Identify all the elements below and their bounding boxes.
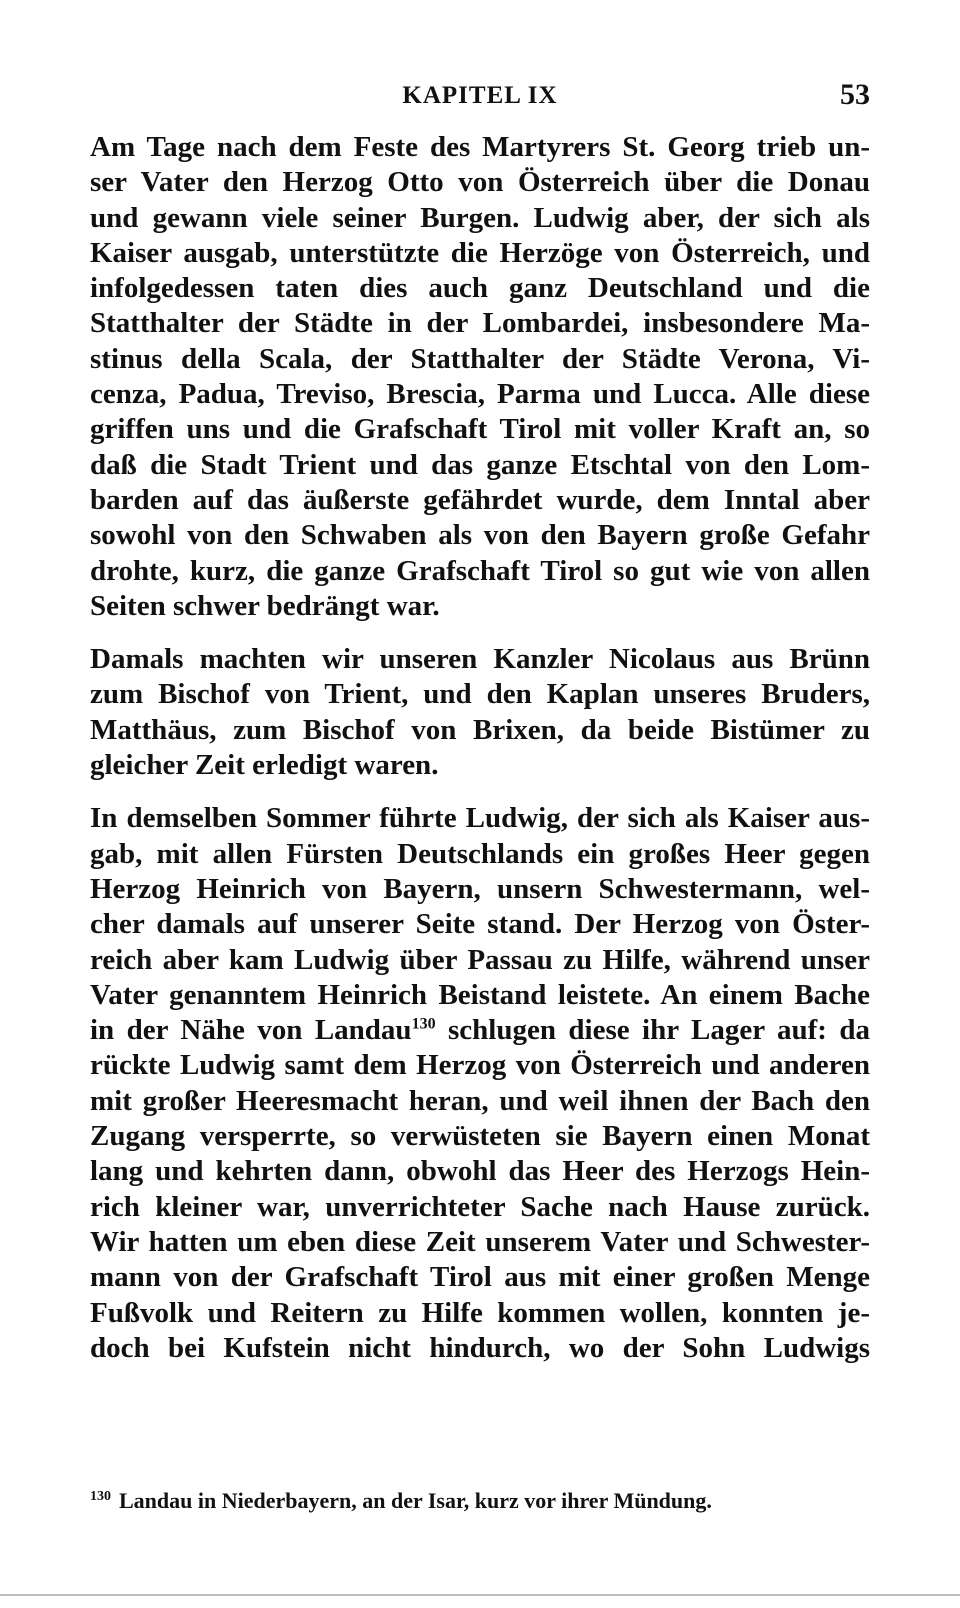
text-line: mit großer Heeresmacht heran, und weil ihnen der Bach den (90, 1084, 870, 1117)
text-line: In demselben Sommer führte Ludwig, der sich als Kaiser aus- (90, 802, 870, 835)
text-line: doch bei Kufstein nicht hindurch, wo der Sohn Ludwigs (90, 1331, 870, 1364)
text-segment: schlugen diese ihr Lager auf: da (435, 1014, 870, 1047)
text-line: Kaiser ausgab, unterstützte die Herzöge von Österreich, und (90, 236, 870, 269)
text-line: Matthäus, zum Bischof von Brixen, da beide Bistümer zu (90, 713, 870, 746)
paragraph (90, 642, 870, 783)
text-line: Am Tage nach dem Feste des Martyrers St. Georg trieb un- (90, 131, 870, 163)
footnote-reference: 130 (411, 1015, 436, 1033)
text-line: rich kleiner war, unverrichteter Sache nach Hause zurück. (90, 1190, 870, 1223)
text-line: gab, mit allen Fürsten Deutschlands ein großes Heer gegen (90, 837, 870, 870)
text-line: Herzog Heinrich von Bayern, unsern Schwestermann, wel- (90, 872, 870, 905)
text-line: rückte Ludwig samt dem Herzog von Österreich und anderen (90, 1049, 870, 1082)
text-line: sowohl von den Schwaben als von den Bayern große Gefahr (90, 519, 870, 552)
text-line: Fußvolk und Reitern zu Hilfe kommen wollen, konnten je- (90, 1296, 870, 1329)
paragraph (90, 130, 870, 624)
text-line: cher damals auf unserer Seite stand. Der Herzog von Öster- (90, 908, 870, 941)
text-line: und gewann viele seiner Burgen. Ludwig aber, der sich als (90, 201, 870, 234)
text-line: zum Bischof von Trient, und den Kaplan unseres Bruders, (90, 678, 870, 711)
page-number: 53 (840, 78, 870, 111)
footnote-mark: 130 (90, 1488, 111, 1504)
text-line: Wir hatten um eben diese Zeit unserem Vater und Schwester- (90, 1225, 870, 1258)
page-header (90, 76, 870, 116)
text-line: Seiten schwer bedrängt war. (90, 589, 440, 622)
text-line: Statthalter der Städte in der Lombardei, insbesondere Ma- (90, 307, 870, 340)
text-line: Damals machten wir unseren Kanzler Nicolaus aus Brünn (90, 643, 870, 676)
footnote (90, 1488, 870, 1514)
text-line: daß die Stadt Trient und das ganze Etschtal von den Lom- (90, 448, 870, 481)
text-line: lang und kehrten dann, obwohl das Heer des Herzogs Hein- (90, 1155, 870, 1188)
text-line: barden auf das äußerste gefährdet wurde, dem Inntal aber (90, 483, 870, 516)
text-line: mann von der Grafschaft Tirol aus mit einer großen Menge (90, 1261, 870, 1294)
text-line: cenza, Padua, Treviso, Brescia, Parma und Lucca. Alle diese (90, 378, 870, 411)
text-line: griffen uns und die Grafschaft Tirol mit voller Kraft an, so (90, 413, 870, 446)
text-segment: in der Nähe von Landau (90, 1014, 412, 1047)
running-head: KAPITEL IX (402, 82, 558, 109)
text-line: gleicher Zeit erledigt waren. (90, 749, 439, 782)
text-line: stinus della Scala, der Statthalter der Städte Verona, Vi- (90, 342, 870, 375)
text-line: reich aber kam Ludwig über Passau zu Hilfe, während unser (90, 943, 870, 976)
body-text (90, 130, 870, 1384)
footnote-text: Landau in Niederbayern, an der Isar, kurz vor ihrer Mündung. (119, 1488, 712, 1513)
scan-edge-line (0, 1594, 960, 1596)
text-line: Vater genanntem Heinrich Beistand leistete. An einem Bache (90, 978, 870, 1011)
paragraph (90, 801, 870, 1366)
text-line: infolgedessen taten dies auch ganz Deutschland und die (90, 272, 870, 305)
text-line: ser Vater den Herzog Otto von Österreich über die Donau (90, 166, 870, 199)
text-line: Zugang versperrte, so verwüsteten sie Bayern einen Monat (90, 1120, 870, 1153)
text-line-with-footnote-ref (90, 1013, 870, 1048)
text-line: drohte, kurz, die ganze Grafschaft Tirol so gut wie von allen (90, 554, 870, 587)
